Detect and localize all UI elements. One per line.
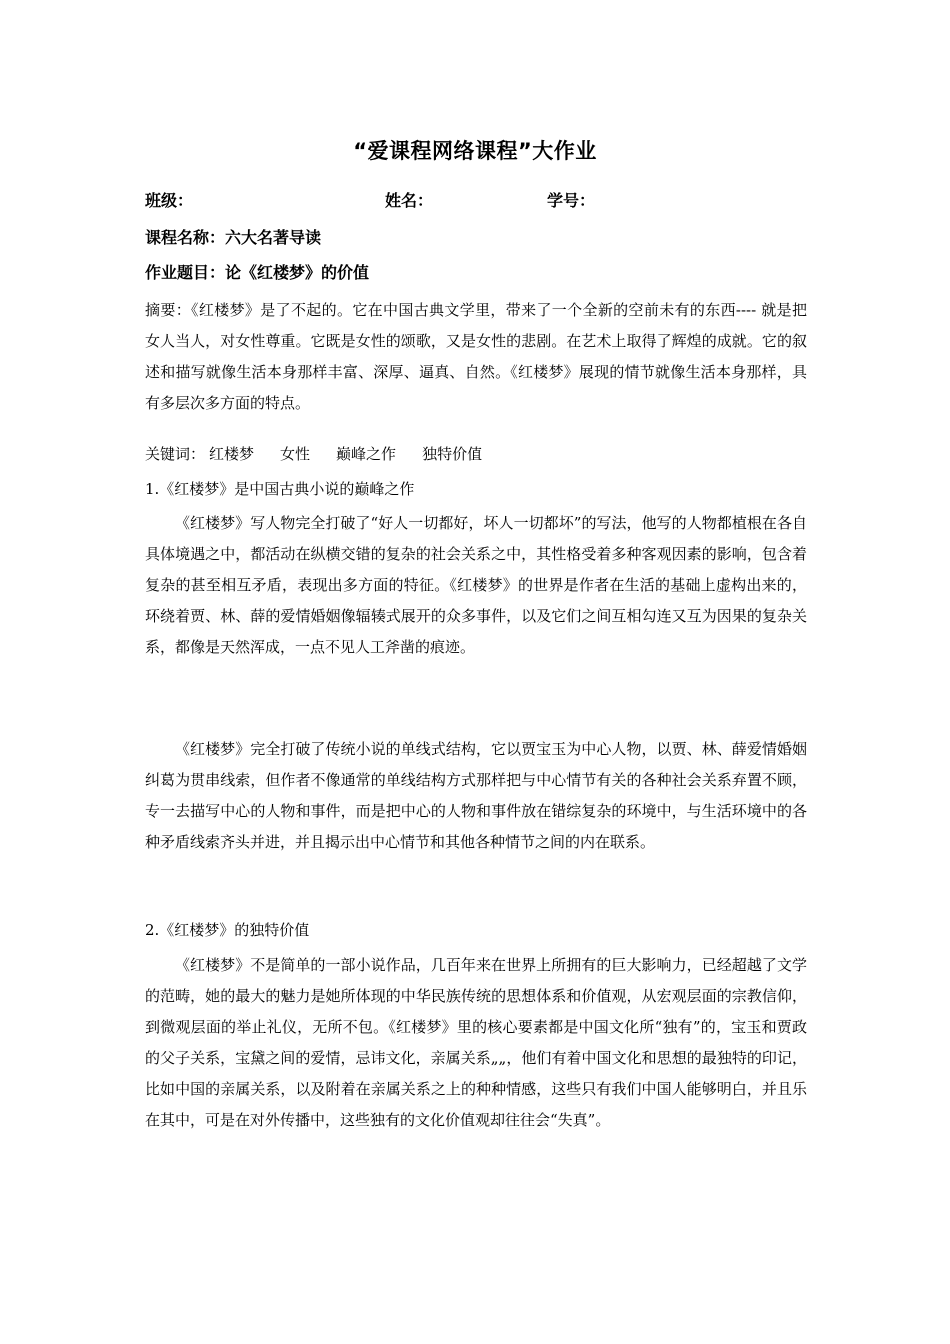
abstract-block <box>145 295 807 419</box>
section-heading-text: 1.《红楼梦》是中国古典小说的巅峰之作 <box>145 480 415 498</box>
keyword-item: 女性 <box>280 445 311 463</box>
section-1-paragraph-2 <box>145 734 807 858</box>
keywords-line <box>145 439 807 470</box>
keywords-label: 关键词： <box>145 445 206 463</box>
body-paragraph: 《红楼梦》完全打破了传统小说的单线式结构，它以贾宝玉为中心人物，以贾、林、薛爱情婚姻纠葛为贯串线索，但作者不像通常的单线结构方式那样把与中心情节有关的各种社会关系弃置不顾，专一去描写中心的人物和事件，而是把中心的人物和事件放在错综复杂的环境中，与生活环境中的各种矛盾线索齐头并进，并且揭示出中心情节和其他各种情节之间的内在联系。 <box>145 740 807 851</box>
section-1-paragraph-1 <box>145 508 807 663</box>
name-label: 姓名： <box>385 191 434 210</box>
section-1-heading <box>145 474 807 505</box>
abstract-paragraph: 摘要：《红楼梦》是了不起的。它在中国古典文学里，带来了一个全新的空前未有的东西---- 就是把女人当人，对女性尊重。它既是女性的颂歌，又是女性的悲剧。在艺术上取得了辉煌的成就。它的叙述和描写就像生活本身那样丰富、深厚、逼真、自然。《红楼梦》展现的情节就像生活本身那样，具有多层次多方面的特点。 <box>145 301 807 412</box>
assignment-topic: 作业题目：论《红楼梦》的价值 <box>145 263 370 282</box>
course-name: 课程名称：六大名著导读 <box>145 228 322 247</box>
document-title: “爱课程网络课程”大作业 <box>353 139 597 163</box>
class-label: 班级： <box>145 191 194 210</box>
body-paragraph: 《红楼梦》写人物完全打破了“好人一切都好，坏人一切都坏”的写法，他写的人物都植根在各自具体境遇之中，都活动在纵横交错的复杂的社会关系之中，其性格受着多种客观因素的影响，包含着复杂的甚至相互矛盾，表现出多方面的特征。《红楼梦》的世界是作者在生活的基础上虚构出来的，环绕着贾、林、薛的爱情婚姻像辐辏式展开的众多事件，以及它们之间互相勾连又互为因果的复杂关系，都像是天然浑成，一点不见人工斧凿的痕迹。 <box>145 514 807 656</box>
student-info-row <box>145 189 805 213</box>
keyword-item: 红楼梦 <box>209 445 255 463</box>
section-2-paragraph-1 <box>145 950 807 1136</box>
section-heading-text: 2.《红楼梦》的独特价值 <box>145 921 310 939</box>
student-id-label: 学号： <box>547 191 596 210</box>
keyword-item: 巅峰之作 <box>336 445 397 463</box>
keyword-item: 独特价值 <box>422 445 483 463</box>
section-2-heading <box>145 915 807 946</box>
body-paragraph: 《红楼梦》不是简单的一部小说作品，几百年来在世界上所拥有的巨大影响力，已经超越了文学的范畴，她的最大的魅力是她所体现的中华民族传统的思想体系和价值观，从宏观层面的宗教信仰，到微观层面的举止礼仪，无所不包。《红楼梦》里的核心要素都是中国文化所“独有”的，宝玉和贾政的父子关系，宝黛之间的爱情，忌讳文化，亲属关系„„，他们有着中国文化和思想的最独特的印记，比如中国的亲属关系，以及附着在亲属关系之上的种种情感，这些只有我们中国人能够明白，并且乐在其中，可是在对外传播中，这些独有的文化价值观却往往会“失真”。 <box>145 956 807 1129</box>
